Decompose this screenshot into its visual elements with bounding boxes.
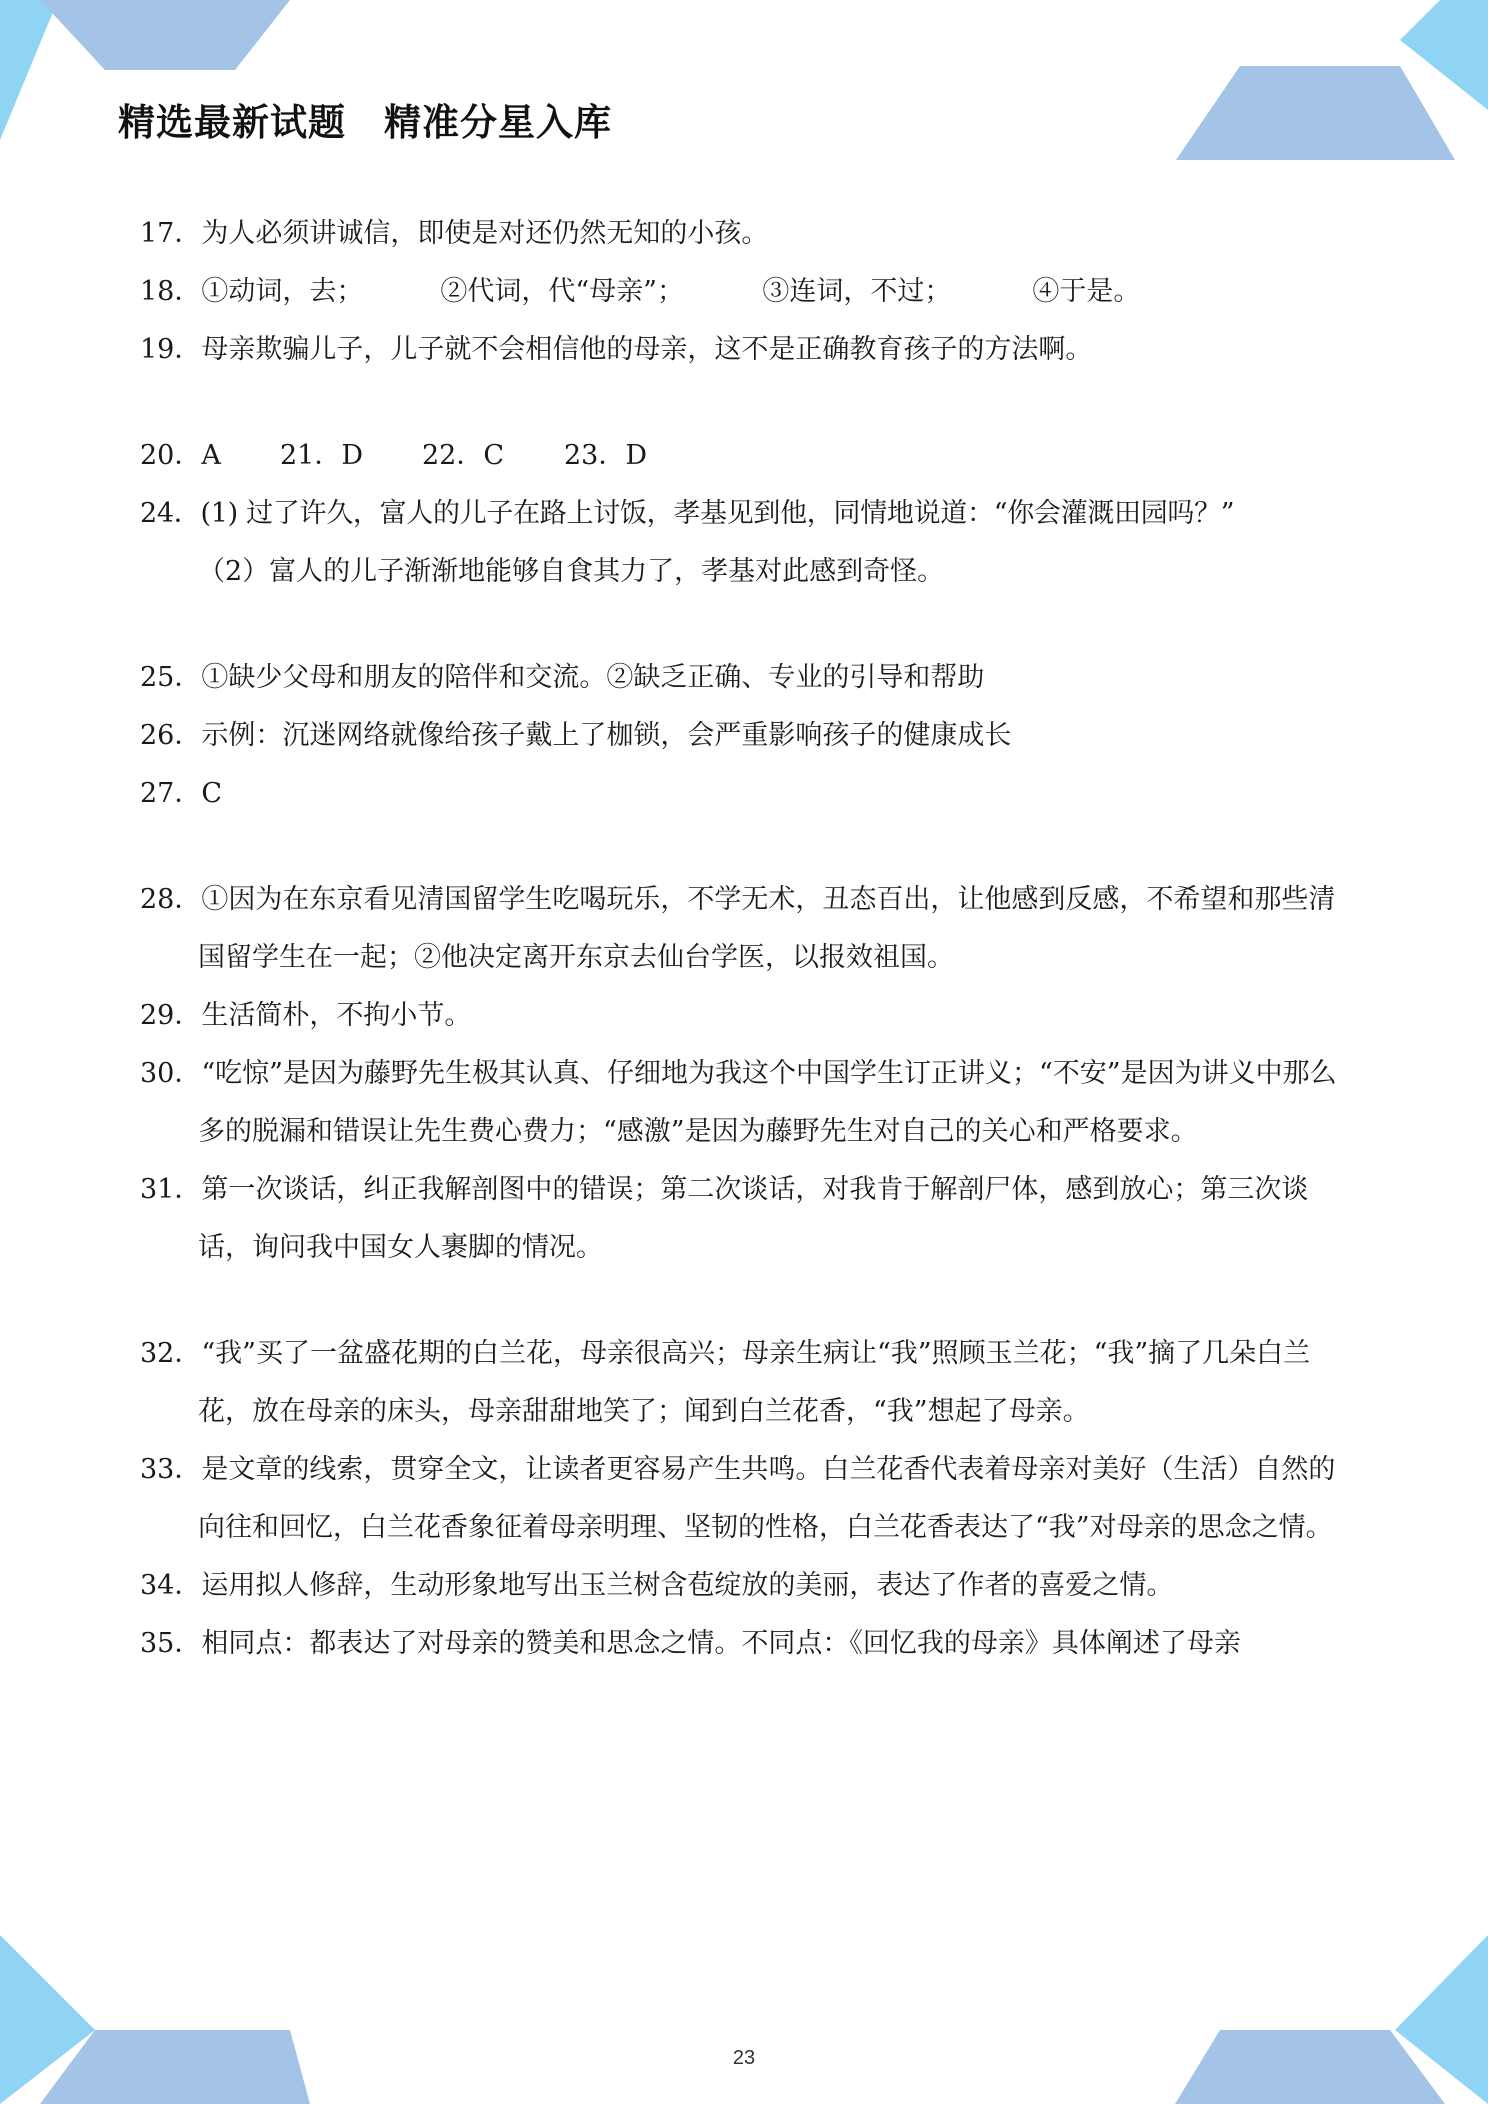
answer-29 — [140, 987, 1350, 1045]
corner-shape — [1176, 66, 1455, 160]
answer-30 — [140, 1045, 1350, 1161]
answer-number: 31． — [140, 1174, 202, 1205]
answer-text: 第一次谈话，纠正我解剖图中的错误；第二次谈话，对我肯于解剖尸体，感到放心；第三次谈话，询问我中国女人裹脚的情况。 — [198, 1174, 1309, 1263]
answer-18 — [140, 263, 1350, 321]
answer-text: 示例：沉迷网络就像给孩子戴上了枷锁，会严重影响孩子的健康成长 — [201, 720, 1012, 751]
answer-35 — [140, 1615, 1350, 1673]
corner-shape — [40, 0, 290, 70]
answer-choice: 21．D — [280, 440, 364, 471]
answer-19 — [140, 321, 1350, 379]
answer-number: 34． — [140, 1570, 202, 1601]
answer-text: 相同点：都表达了对母亲的赞美和思念之情。不同点：《回忆我的母亲》具体阐述了母亲 — [201, 1628, 1241, 1659]
answer-text: 是文章的线索，贯穿全文，让读者更容易产生共鸣。白兰花香代表着母亲对美好（生活）自然的向往和回忆，白兰花香象征着母亲明理、坚韧的性格，白兰花香表达了“我”对母亲的思念之情。 — [198, 1454, 1336, 1543]
page-number: 23 — [732, 2047, 756, 2069]
answer-choice: 23．D — [564, 440, 648, 471]
answer-17 — [140, 205, 1350, 263]
answer-34 — [140, 1557, 1350, 1615]
answer-number: 24． — [140, 498, 201, 529]
answer-text: ①因为在东京看见清国留学生吃喝玩乐，不学无术，丑态百出，让他感到反感，不希望和那些清国留学生在一起；②他决定离开东京去仙台学医，以报效祖国。 — [198, 884, 1336, 973]
answer-number: 19． — [140, 334, 202, 365]
answer-number: 29． — [140, 1000, 202, 1031]
answer-20-23 — [140, 427, 1350, 485]
answer-number: 26． — [140, 720, 202, 751]
answer-number: 17． — [140, 218, 202, 249]
answer-text: C — [201, 778, 223, 809]
answer-27 — [140, 765, 1350, 823]
answer-choice: 22．C — [422, 440, 505, 471]
answer-text: 母亲欺骗儿子，儿子就不会相信他的母亲，这不是正确教育孩子的方法啊。 — [201, 334, 1093, 365]
answer-text: (1) 过了许久，富人的儿子在路上讨饭，孝基见到他，同情地说道：“你会灌溉田园吗？” — [200, 498, 1235, 529]
answer-text: 生活简朴，不拘小节。 — [201, 1000, 472, 1031]
answer-number: 30． — [140, 1058, 202, 1089]
answer-text: ①缺少父母和朋友的陪伴和交流。②缺乏正确、专业的引导和帮助 — [201, 662, 985, 693]
answer-26 — [140, 707, 1350, 765]
answer-content — [140, 205, 1350, 1673]
answer-part: ④于是。 — [1032, 276, 1141, 307]
answer-31 — [140, 1161, 1350, 1277]
answer-text: “吃惊”是因为藤野先生极其认真、仔细地为我这个中国学生订正讲义；“不安”是因为讲义中那么多的脱漏和错误让先生费心费力；“感激”是因为藤野先生对自己的关心和严格要求。 — [198, 1058, 1337, 1147]
answer-text: “我”买了一盆盛花期的白兰花，母亲很高兴；母亲生病让“我”照顾玉兰花；“我”摘了几朵白兰花，放在母亲的床头，母亲甜甜地笑了；闻到白兰花香，“我”想起了母亲。 — [198, 1338, 1311, 1427]
answer-32 — [140, 1325, 1350, 1441]
answer-text: 为人必须讲诚信，即使是对还仍然无知的小孩。 — [201, 218, 769, 249]
answer-number: 33． — [140, 1454, 202, 1485]
answer-choice: 20．A — [140, 440, 221, 471]
answer-part: ③连词，不过； — [762, 276, 952, 307]
answer-33 — [140, 1441, 1350, 1557]
answer-part: ②代词，代“母亲”； — [440, 276, 684, 307]
answer-number: 18． — [140, 276, 202, 307]
answer-24-part-2: （2）富人的儿子渐渐地能够自食其力了，孝基对此感到奇怪。 — [198, 556, 945, 587]
answer-number: 27． — [140, 778, 202, 809]
answer-number: 35． — [140, 1628, 202, 1659]
answer-number: 25． — [140, 662, 202, 693]
answer-25 — [140, 649, 1350, 707]
answer-text: 运用拟人修辞，生动形象地写出玉兰树含苞绽放的美丽，表达了作者的喜爱之情。 — [201, 1570, 1174, 1601]
answer-24 — [140, 485, 1350, 543]
answer-number: 32． — [140, 1338, 202, 1369]
answer-28 — [140, 871, 1350, 987]
answer-part: ①动词，去； — [201, 276, 364, 307]
header-title: 精选最新试题 精准分星入库 — [118, 101, 612, 144]
answer-number: 28． — [140, 884, 202, 915]
